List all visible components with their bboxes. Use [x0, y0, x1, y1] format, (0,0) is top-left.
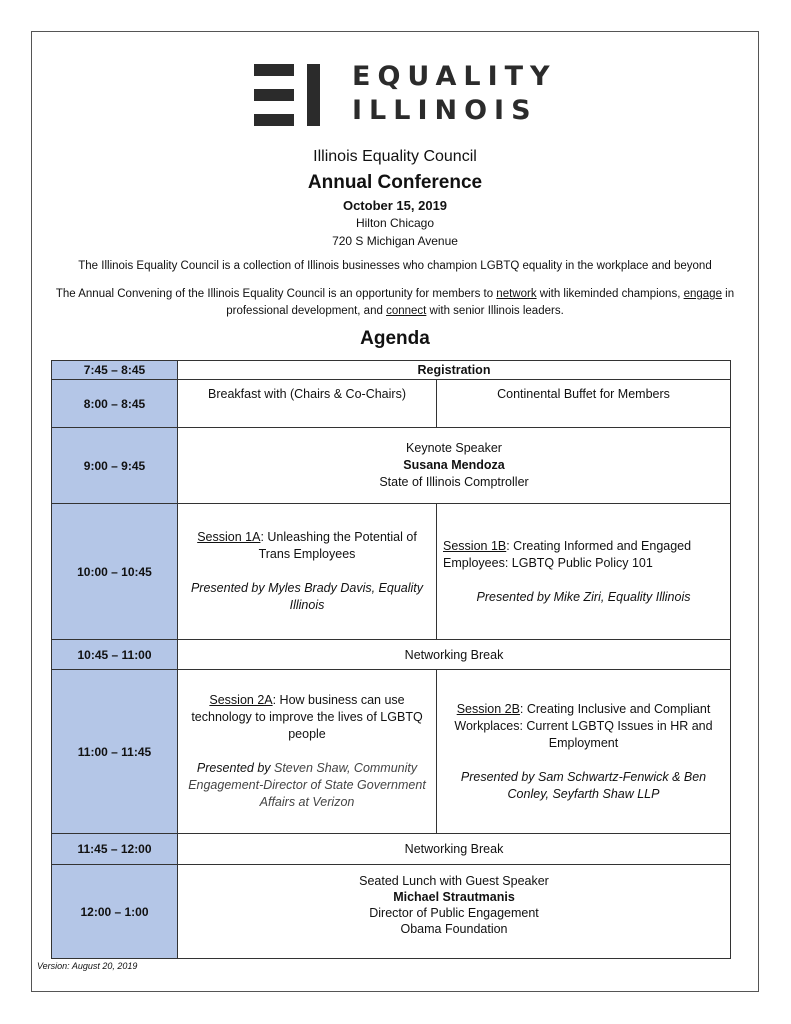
session-1a-title: : Unleashing the Potential of Trans Employees [258, 530, 417, 561]
buffet-cell: Continental Buffet for Members [437, 380, 731, 428]
time-cell: 8:00 – 8:45 [52, 380, 178, 428]
session-2b-presenter: Presented by Sam Schwartz-Fenwick & Ben Conley, Seyfarth Shaw LLP [460, 769, 707, 801]
session-1a-cell [178, 504, 437, 640]
table-row [52, 640, 731, 670]
lunch-cell [178, 865, 731, 959]
session-1b-title: : Creating Informed and Engaged Employees: LGBTQ Public Policy 101 [443, 538, 692, 570]
intro-line-1: The Illinois Equality Council is a collection of Illinois businesses who champion LGBTQ equality in the workplace and beyond [78, 260, 712, 272]
lunch-role: Director of Public Engagement [369, 906, 539, 920]
session-1b-presenter: Presented by Mike Ziri, Equality Illinois [476, 589, 691, 604]
table-row [52, 834, 731, 865]
event-date: October 15, 2019 [342, 198, 448, 213]
keynote-role: State of Illinois Comptroller [379, 475, 529, 489]
time-cell: 9:00 – 9:45 [52, 428, 178, 504]
session-1a-tag: Session 1A [197, 530, 261, 544]
time-cell: 11:45 – 12:00 [52, 834, 178, 865]
table-row [52, 361, 731, 380]
event-venue: Hilton Chicago [355, 216, 435, 230]
time-cell: 7:45 – 8:45 [52, 361, 178, 380]
registration-cell: Registration [178, 361, 731, 380]
session-2b-tag: Session 2B [456, 701, 520, 716]
lunch-speaker: Michael Strautmanis [393, 890, 515, 904]
keynote-label: Keynote Speaker [406, 441, 502, 455]
networking-break-cell: Networking Break [178, 640, 731, 670]
council-name: Illinois Equality Council [313, 148, 477, 165]
session-2a-title: : How business can use technology to improve the lives of LGBTQ people [191, 693, 423, 741]
session-2b-title: : Creating Inclusive and Compliant Workplaces: Current LGBTQ Issues in HR and Employment [454, 701, 713, 750]
breakfast-cell: Breakfast with (Chairs & Co-Chairs) [178, 380, 437, 428]
time-cell: 10:45 – 11:00 [52, 640, 178, 670]
session-1b-cell [437, 504, 731, 640]
session-2a-presenter: Presented by Steven Shaw, Community Engagement-Director of State Government Affairs at Verizon [188, 761, 426, 809]
table-row [52, 670, 731, 834]
session-2a-tag: Session 2A [209, 693, 273, 707]
event-address: 720 S Michigan Avenue [332, 234, 458, 248]
table-row [52, 504, 731, 640]
equality-illinois-logo [254, 61, 557, 128]
networking-break-cell: Networking Break [178, 834, 731, 865]
table-row [52, 380, 731, 428]
session-1a-presenter: Presented by Myles Brady Davis, Equality Illinois [190, 581, 424, 612]
lunch-label: Seated Lunch with Guest Speaker [359, 874, 549, 888]
page-title: Annual Conference [307, 172, 483, 193]
connect-word: connect [386, 305, 427, 317]
session-1b-tag: Session 1B [443, 538, 507, 553]
time-cell: 11:00 – 11:45 [52, 670, 178, 834]
agenda-table [51, 360, 731, 959]
table-row [52, 865, 731, 959]
logo-word-equality: EQUALITY [352, 61, 557, 92]
time-cell: 10:00 – 10:45 [52, 504, 178, 640]
time-cell: 12:00 – 1:00 [52, 865, 178, 959]
session-2b-cell [437, 670, 731, 834]
keynote-cell [178, 428, 731, 504]
engage-word: engage [683, 288, 722, 300]
session-2a-cell [178, 670, 437, 834]
keynote-speaker: Susana Mendoza [403, 458, 505, 472]
intro-line-2: The Annual Convening of the Illinois Equality Council is an opportunity for members to network with likeminded champions, engage in professional development, and connect with senior Illinois leaders. [55, 288, 735, 317]
table-row [52, 428, 731, 504]
logo-word-illinois: ILLINOIS [352, 95, 538, 126]
agenda-heading: Agenda [360, 328, 430, 349]
network-word: network [496, 288, 537, 300]
version-note: Version: August 20, 2019 [37, 961, 138, 971]
lunch-org: Obama Foundation [400, 922, 508, 936]
